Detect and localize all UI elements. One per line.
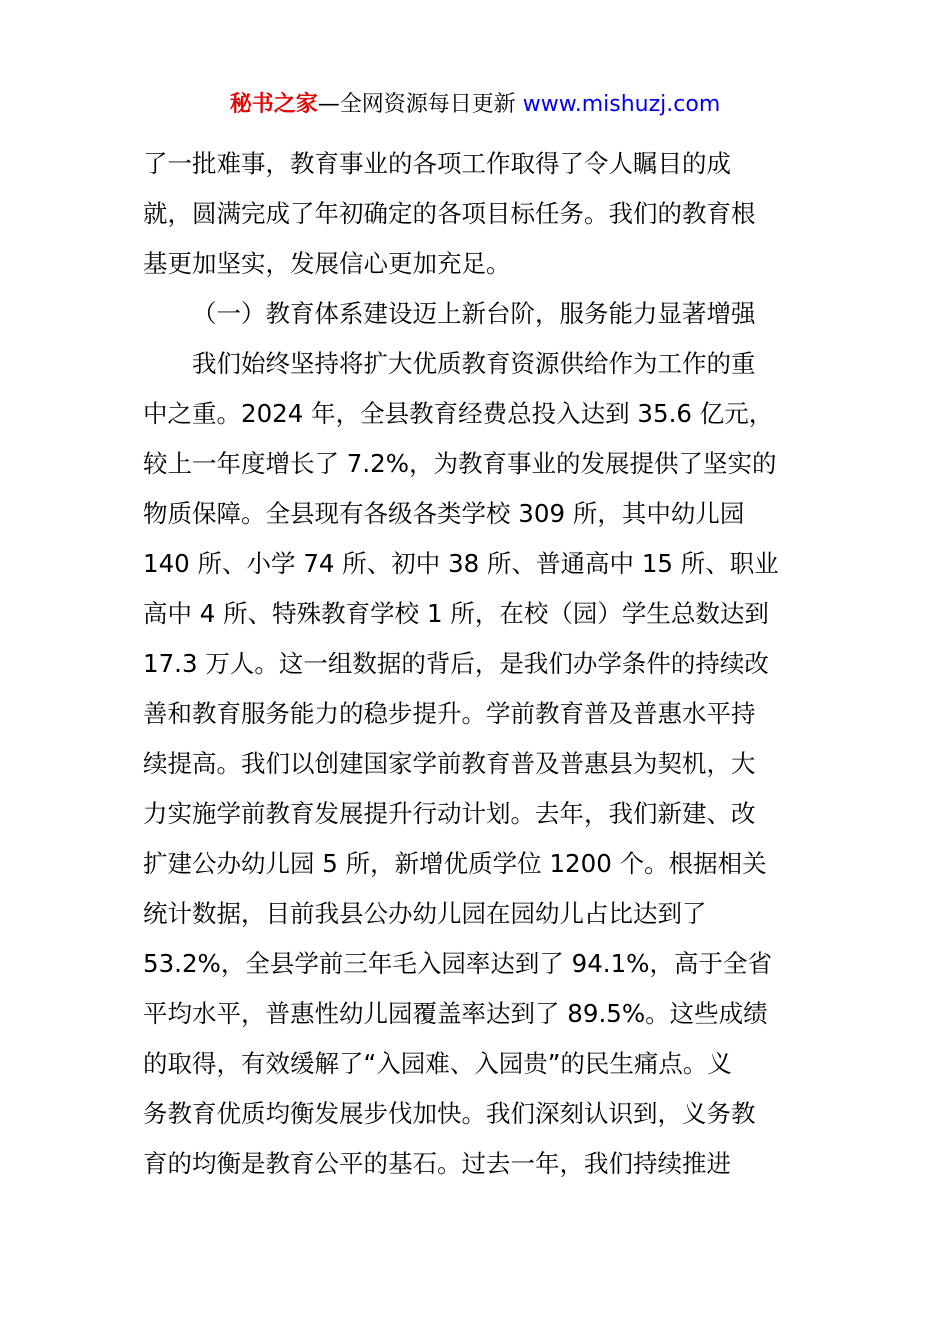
site-url-link[interactable]: www.mishuzj.com (522, 92, 721, 117)
text-line: 平均水平，普惠性幼儿园覆盖率达到了 89.5%。这些成绩 (143, 999, 768, 1028)
text-line: 就，圆满完成了年初确定的各项目标任务。我们的教育根 (143, 199, 756, 228)
text-line: 17.3 万人。这一组数据的背后，是我们办学条件的持续改 (143, 649, 769, 678)
text-line: 高中 4 所、特殊教育学校 1 所，在校（园）学生总数达到 (143, 599, 769, 628)
text-line: 基更加坚实，发展信心更加充足。 (143, 249, 511, 278)
text-line: 53.2%，全县学前三年毛入园率达到了 94.1%，高于全省 (143, 949, 772, 978)
text-line: 的取得，有效缓解了“入园难、入园贵”的民生痛点。义 (143, 1049, 732, 1078)
text-line: 统计数据，目前我县公办幼儿园在园幼儿占比达到了 (143, 899, 707, 928)
text-line: 了一批难事，教育事业的各项工作取得了令人瞩目的成 (143, 149, 731, 178)
text-line: 扩建公办幼儿园 5 所，新增优质学位 1200 个。根据相关 (143, 849, 767, 878)
text-line: 中之重。2024 年，全县教育经费总投入达到 35.6 亿元， (143, 399, 774, 428)
text-line: 育的均衡是教育公平的基石。过去一年，我们持续推进 (143, 1149, 731, 1178)
text-line: 140 所、小学 74 所、初中 38 所、普通高中 15 所、职业 (143, 549, 779, 578)
section-heading: （一）教育体系建设迈上新台阶，服务能力显著增强 (192, 299, 756, 328)
header-tagline: —全网资源每日更新 (317, 92, 516, 117)
site-header (0, 88, 950, 122)
text-line: 我们始终坚持将扩大优质教育资源供给作为工作的重 (192, 349, 756, 378)
text-line: 续提高。我们以创建国家学前教育普及普惠县为契机，大 (143, 749, 756, 778)
text-line: 善和教育服务能力的稳步提升。学前教育普及普惠水平持 (143, 699, 756, 728)
brand-name: 秘书之家 (229, 92, 318, 117)
text-line: 力实施学前教育发展提升行动计划。去年，我们新建、改 (143, 799, 756, 828)
text-line: 较上一年度增长了 7.2%，为教育事业的发展提供了坚实的 (143, 449, 777, 478)
text-line: 务教育优质均衡发展步伐加快。我们深刻认识到，义务教 (143, 1099, 756, 1128)
document-body (143, 139, 809, 1189)
text-line: 物质保障。全县现有各级各类学校 309 所，其中幼儿园 (143, 499, 745, 528)
